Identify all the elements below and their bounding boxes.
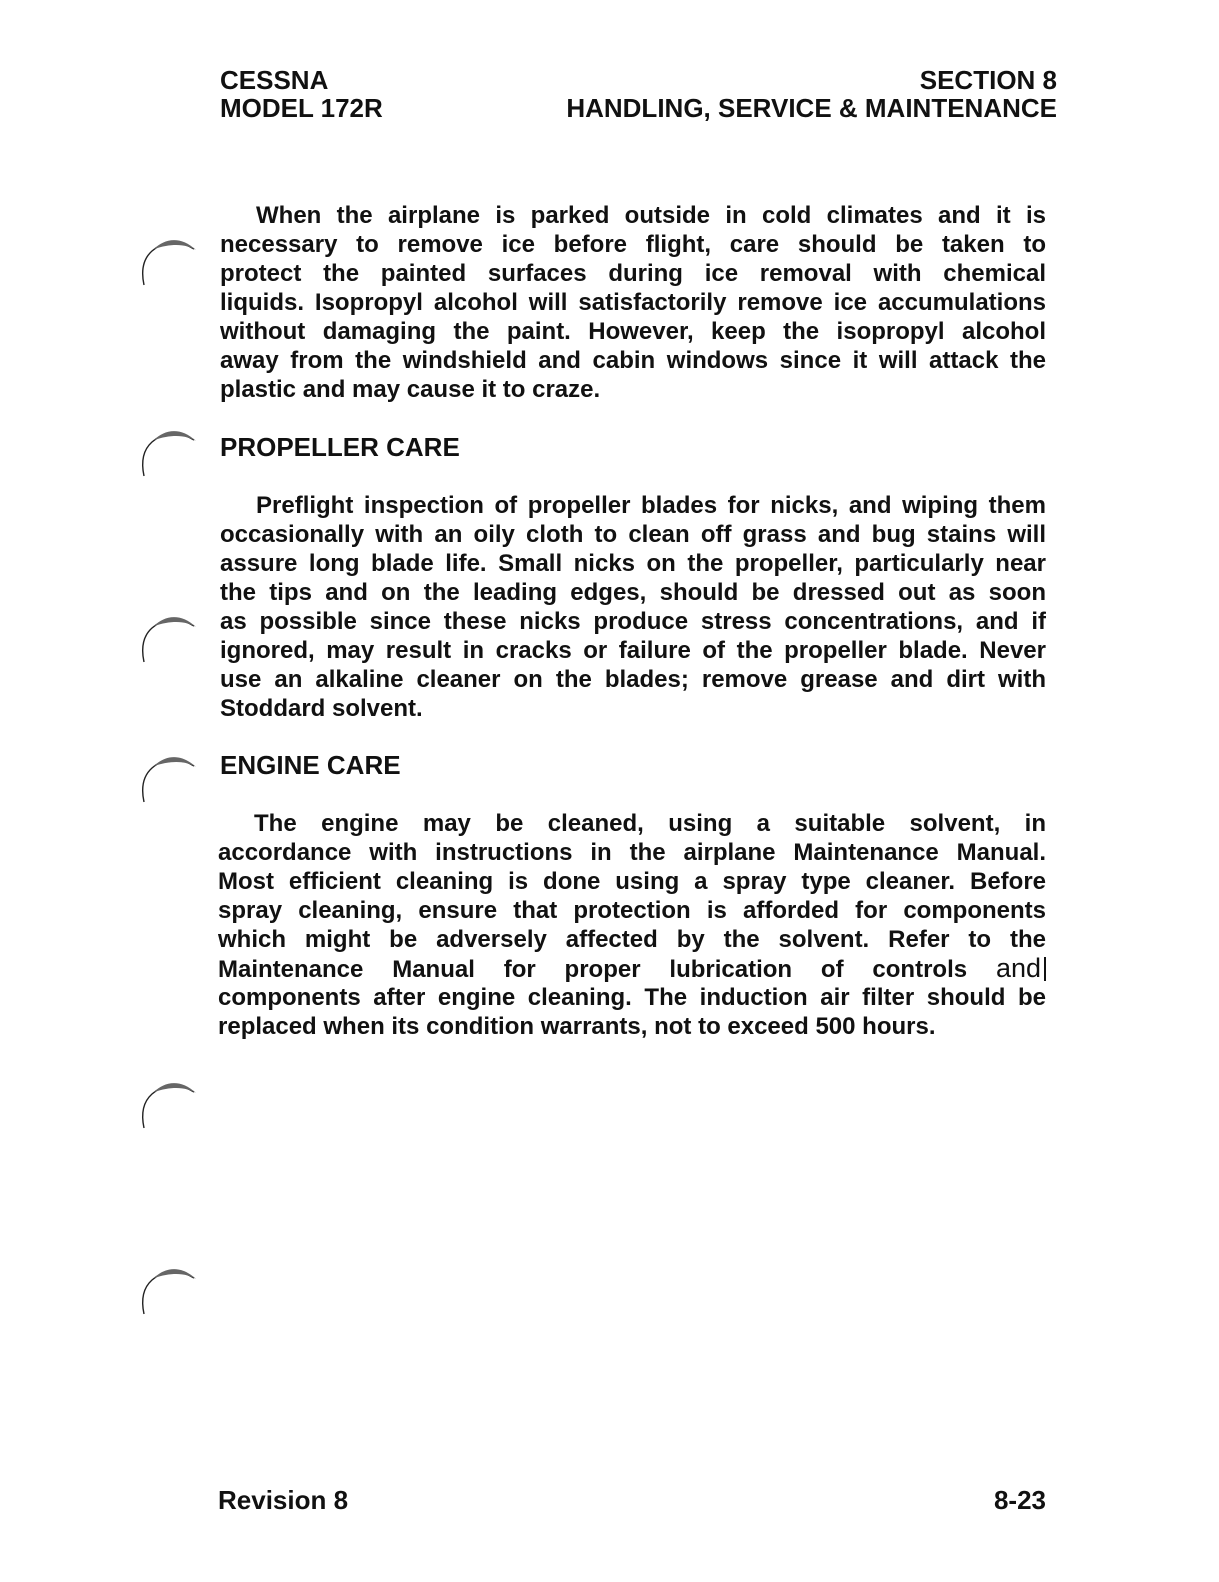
hole-punch-mark — [136, 750, 200, 804]
paragraph-line: the tips and on the leading edges, should be dressed out as soon — [220, 579, 1046, 606]
hole-punch-mark — [136, 233, 200, 287]
revised-word: and — [995, 954, 1041, 983]
paragraph-line: ignored, may result in cracks or failure of the propeller blade. Never — [220, 637, 1046, 664]
paragraph-line: When the airplane is parked outside in cold climates and it is — [256, 202, 1046, 229]
paragraph-line — [218, 954, 1046, 983]
paragraph-line: Stoddard solvent. — [220, 695, 423, 722]
section-title: HANDLING, SERVICE & MAINTENANCE — [566, 93, 1057, 123]
engine-care-paragraph — [218, 809, 1046, 1041]
hole-punch-mark — [136, 424, 200, 478]
paragraph-line: assure long blade life. Small nicks on the propeller, particularly near — [220, 550, 1046, 577]
page-number: 8-23 — [993, 1485, 1046, 1515]
paragraph-line: The engine may be cleaned, using a suitable solvent, in — [254, 810, 1046, 837]
paragraph-line: accordance with instructions in the airplane Maintenance Manual. — [218, 839, 1046, 866]
paragraph-line: which might be adversely affected by the solvent. Refer to the — [218, 926, 1046, 953]
paragraph-line: spray cleaning, ensure that protection is afforded for components — [218, 897, 1046, 924]
hole-punch-mark — [136, 1076, 200, 1130]
paragraph-line: components after engine cleaning. The induction air filter should be — [218, 984, 1046, 1011]
paragraph-line: Most efficient cleaning is done using a spray type cleaner. Before — [218, 868, 1046, 895]
revision-bar — [1044, 957, 1046, 981]
revision-label: Revision 8 — [218, 1485, 349, 1515]
paragraph-line: replaced when its condition warrants, not to exceed 500 hours. — [218, 1013, 936, 1040]
paragraph-line: plastic and may cause it to craze. — [220, 376, 601, 403]
manufacturer-name: CESSNA — [220, 65, 329, 95]
paragraph-line: protect the painted surfaces during ice removal with chemical — [220, 260, 1046, 287]
header-right — [566, 66, 1057, 122]
paragraph-line-text: Maintenance Manual for proper lubrication of controls — [218, 956, 968, 983]
hole-punch-mark — [136, 1262, 200, 1316]
aircraft-model: MODEL 172R — [220, 93, 383, 123]
header-left — [220, 66, 383, 122]
propeller-care-heading: PROPELLER CARE — [220, 432, 460, 462]
hole-punch-mark — [136, 610, 200, 664]
paragraph-line: away from the windshield and cabin windows since it will attack the — [220, 347, 1046, 374]
paragraph-line: occasionally with an oily cloth to clean off grass and bug stains will — [220, 521, 1046, 548]
paragraph-line: Preflight inspection of propeller blades for nicks, and wiping them — [256, 492, 1046, 519]
paragraph-line: without damaging the paint. However, keep the isopropyl alcohol — [220, 318, 1046, 345]
intro-paragraph — [220, 201, 1046, 404]
propeller-care-paragraph — [220, 491, 1046, 723]
paragraph-line: as possible since these nicks produce stress concentrations, and if — [220, 608, 1046, 635]
paragraph-line: use an alkaline cleaner on the blades; remove grease and dirt with — [220, 666, 1046, 693]
paragraph-line: necessary to remove ice before flight, care should be taken to — [220, 231, 1046, 258]
engine-care-heading: ENGINE CARE — [220, 750, 401, 780]
paragraph-line: liquids. Isopropyl alcohol will satisfactorily remove ice accumulations — [220, 289, 1046, 316]
section-number: SECTION 8 — [919, 65, 1057, 95]
